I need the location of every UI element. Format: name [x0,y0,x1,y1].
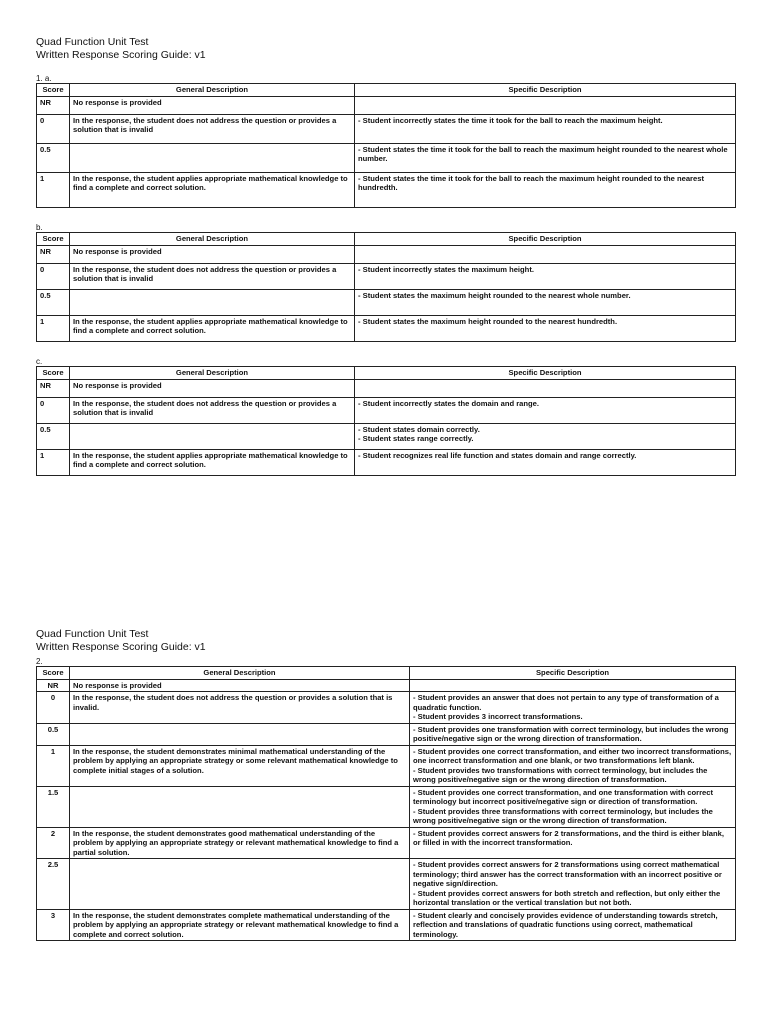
general-description-cell: In the response, the student does not address the question or provides a solution that is invalid [70,397,355,423]
specific-description-cell [410,723,736,745]
table-row [37,397,736,423]
general-description-cell [70,143,355,172]
score-cell: 0.5 [37,423,70,449]
general-description-cell [70,723,410,745]
general-description-cell: No response is provided [70,679,410,692]
score-cell: NR [37,379,70,397]
specific-description-line: - Student clearly and concisely provides evidence of understanding towards stretch, reflection and translations of quadratic functions using correct, mathematical terminology. [413,910,718,939]
table-row [37,909,736,941]
specific-description-line: - Student provides an answer that does not pertain to any type of transformation of a quadratic function. [413,693,719,712]
specific-description-line: - Student provides correct answers for 2 transformations using correct mathematical terminology; third answer has the correct transformation with an incorrect positive or negative sign/direction. [413,860,722,888]
score-cell: 0.5 [37,723,70,745]
header-specific: Specific Description [410,667,736,680]
specific-description-line: - Student provides correct answers for both stretch and reflection, but only either the horizontal translation or the vertical translation but not both. [413,888,721,907]
specific-description-line: - Student provides 3 incorrect transformations. [413,712,583,721]
specific-description-cell [410,692,736,724]
table-row [37,143,736,172]
specific-description-cell [355,289,736,315]
score-cell: 0.5 [37,143,70,172]
question-label: 2. [36,657,43,666]
specific-description-cell [355,423,736,449]
specific-description-cell [410,909,736,941]
specific-description-line: - Student incorrectly states the maximum height. [358,264,534,274]
specific-description-line: - Student states the time it took for the ball to reach the maximum height rounded to the nearest whole number. [358,144,728,163]
table-row [37,449,736,475]
score-cell: NR [37,245,70,263]
specific-description-line: - Student provides two transformations with correct terminology, but includes the wrong positive/negative sign or the wrong direction of transformation. [413,765,708,784]
specific-description-line: - Student provides one transformation with correct terminology, but includes the wrong positive/negative sign or the wrong direction of transformation. [413,724,729,743]
header-general: General Description [70,233,355,246]
question-1c-section [36,357,736,476]
scoring-table-2 [36,666,736,941]
specific-description-cell [410,827,736,859]
specific-description-cell [355,263,736,289]
table-row [37,745,736,786]
specific-description-line: - Student incorrectly states the time it took for the ball to reach the maximum height. [358,115,663,125]
score-cell: 1 [37,745,70,786]
general-description-cell: In the response, the student applies appropriate mathematical knowledge to find a complete and correct solution. [70,449,355,475]
score-cell: 1.5 [37,786,70,827]
specific-description-cell [355,245,736,263]
general-description-cell: No response is provided [70,379,355,397]
score-cell: NR [37,679,70,692]
header-specific: Specific Description [355,367,736,380]
specific-description-line: - Student incorrectly states the domain and range. [358,398,540,408]
table-header-row [37,84,736,97]
specific-description-line: - Student states the time it took for the ball to reach the maximum height rounded to the nearest hundredth. [358,173,704,192]
header-general: General Description [70,667,410,680]
specific-description-cell [355,315,736,341]
specific-description-cell [355,143,736,172]
question-2-section [36,657,736,941]
table-row [37,423,736,449]
question-label: c. [36,357,43,366]
question-1a-section [36,74,736,208]
specific-description-cell [410,859,736,910]
header-score: Score [37,367,70,380]
score-cell: 0 [37,114,70,143]
table-row [37,723,736,745]
specific-description-cell [355,96,736,114]
general-description-cell [70,786,410,827]
general-description-cell: No response is provided [70,245,355,263]
header-specific: Specific Description [355,84,736,97]
header-general: General Description [70,367,355,380]
page-1-title: Quad Function Unit Test [36,36,149,48]
table-row [37,692,736,724]
score-cell: NR [37,96,70,114]
page-2 [36,628,736,654]
general-description-cell: In the response, the student demonstrates good mathematical understanding of the problem by applying an appropriate strategy or relevant mathematical knowledge to find a partial solution. [70,827,410,859]
header-score: Score [37,233,70,246]
header-score: Score [37,667,70,680]
page-2-title: Quad Function Unit Test [36,628,149,640]
score-cell: 2 [37,827,70,859]
score-cell: 0.5 [37,289,70,315]
score-cell: 1 [37,449,70,475]
specific-description-line: - Student provides one correct transformation, and one transformation with correct terminology but incorrect positive/negative sign or direction of transformation. [413,787,713,806]
general-description-cell: In the response, the student applies appropriate mathematical knowledge to find a complete and correct solution. [70,315,355,341]
specific-description-cell [410,786,736,827]
specific-description-cell [355,397,736,423]
table-row [37,172,736,207]
table-row [37,679,736,692]
general-description-cell: In the response, the student applies appropriate mathematical knowledge to find a complete and correct solution. [70,172,355,207]
score-cell: 2.5 [37,859,70,910]
general-description-cell: In the response, the student does not address the question or provides a solution that is invalid. [70,692,410,724]
table-row [37,263,736,289]
scoring-table-1b [36,232,736,342]
specific-description-cell [410,679,736,692]
table-row [37,859,736,910]
specific-description-line: - Student recognizes real life function and states domain and range correctly. [358,450,637,460]
table-row [37,96,736,114]
general-description-cell: In the response, the student does not address the question or provides a solution that is invalid [70,263,355,289]
scoring-table-1c [36,366,736,476]
general-description-cell: In the response, the student does not address the question or provides a solution that is invalid [70,114,355,143]
score-cell: 0 [37,692,70,724]
general-description-cell [70,859,410,910]
table-row [37,379,736,397]
specific-description-cell [355,172,736,207]
general-description-cell [70,289,355,315]
score-cell: 1 [37,315,70,341]
header-score: Score [37,84,70,97]
specific-description-line: - Student states the maximum height rounded to the nearest hundredth. [358,316,618,326]
specific-description-cell [410,745,736,786]
question-label: 1. a. [36,74,52,83]
general-description-cell: In the response, the student demonstrates minimal mathematical understanding of the problem by applying an appropriate strategy or some relevant mathematical knowledge to complete initial stages of a solution. [70,745,410,786]
table-row [37,114,736,143]
page-1-subtitle: Written Response Scoring Guide: v1 [36,49,206,61]
specific-description-line: - Student states the maximum height rounded to the nearest whole number. [358,290,631,300]
scoring-table-1a [36,83,736,208]
page-1 [36,36,736,62]
general-description-cell: No response is provided [70,96,355,114]
score-cell: 0 [37,397,70,423]
table-row [37,315,736,341]
specific-description-line: - Student provides one correct transformation, and either two incorrect transformations, one incorrect transformation and one blank, or two transformations left blank. [413,746,732,765]
specific-description-line: - Student states range correctly. [358,434,474,443]
table-row [37,827,736,859]
general-description-cell [70,423,355,449]
table-row [37,289,736,315]
specific-description-line: - Student provides three transformations with correct terminology, but includes the wrong positive/negative sign or the wrong direction of transformation. [413,806,713,825]
page-2-subtitle: Written Response Scoring Guide: v1 [36,641,206,653]
header-general: General Description [70,84,355,97]
header-specific: Specific Description [355,233,736,246]
specific-description-cell [355,114,736,143]
specific-description-cell [355,379,736,397]
table-header-row [37,367,736,380]
specific-description-line: - Student provides correct answers for 2 transformations, and the third is either blank, or filled in with the incorrect transformation. [413,828,724,847]
table-row [37,786,736,827]
question-1b-section [36,223,736,342]
specific-description-line: - Student states domain correctly. [358,424,480,434]
score-cell: 3 [37,909,70,941]
specific-description-cell [355,449,736,475]
table-header-row [37,667,736,680]
question-label: b. [36,223,43,232]
score-cell: 0 [37,263,70,289]
score-cell: 1 [37,172,70,207]
table-header-row [37,233,736,246]
table-row [37,245,736,263]
general-description-cell: In the response, the student demonstrates complete mathematical understanding of the problem by applying an appropriate strategy or relevant mathematical knowledge to find a complete and correct solution. [70,909,410,941]
